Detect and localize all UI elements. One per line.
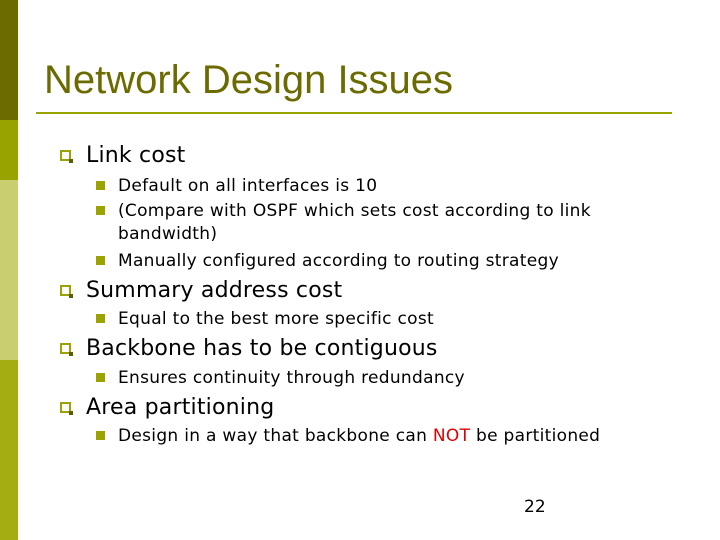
- sub-bullet-icon: [96, 431, 105, 440]
- slide-title: Network Design Issues: [44, 58, 454, 102]
- bullet-backbone: Backbone has to be contiguous: [86, 336, 438, 361]
- design-text-b: be partitioned: [470, 426, 601, 446]
- sub-bullet-continuity: Ensures continuity through redundancy: [118, 368, 465, 388]
- design-text-a: Design in a way that backbone can: [118, 426, 433, 446]
- sub-bullet-icon: [96, 256, 105, 265]
- sub-bullet-icon: [96, 314, 105, 323]
- bullet-icon: [60, 343, 71, 354]
- sub-bullet-default: Default on all interfaces is 10: [118, 176, 378, 196]
- sub-bullet-icon: [96, 373, 105, 382]
- bullet-icon: [60, 150, 71, 161]
- page-number: 22: [524, 497, 546, 517]
- sub-bullet-manual: Manually configured according to routing strategy: [118, 251, 559, 271]
- sub-bullet-icon: [96, 181, 105, 190]
- sub-bullet-design: [118, 424, 600, 449]
- sub-bullet-compare-cont: bandwidth): [118, 224, 218, 244]
- bullet-summary: Summary address cost: [86, 278, 343, 303]
- sub-bullet-icon: [96, 206, 105, 215]
- bullet-link-cost: Link cost: [86, 143, 186, 168]
- sub-bullet-equal: Equal to the best more specific cost: [118, 309, 434, 329]
- bullet-area: Area partitioning: [86, 395, 275, 420]
- bullet-icon: [60, 402, 71, 413]
- not-emphasis: NOT: [432, 426, 471, 446]
- bullet-icon: [60, 285, 71, 296]
- sub-bullet-compare: (Compare with OSPF which sets cost according to link: [118, 201, 591, 221]
